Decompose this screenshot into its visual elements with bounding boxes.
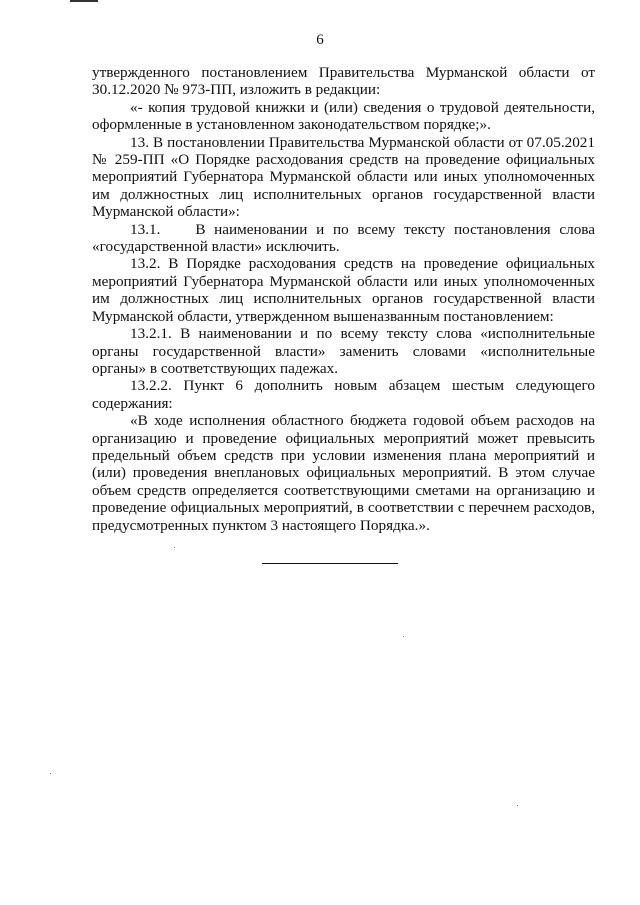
document-body <box>92 64 599 534</box>
end-of-text-rule <box>262 563 398 564</box>
paragraph-item-13: 13. В постановлении Правительства Мурманской области от 07.05.2021 № 259-ПП «О Порядке расходования средств на проведение официальных мероприятий Губернатора Мурманской области или иных уполномоченных им должностных лиц исполнительных органов государственной власти Мурманской области»: <box>92 133 595 221</box>
top-edge-mark <box>70 0 98 2</box>
paragraph-quoted-new-text: «В ходе исполнения областного бюджета годовой объем расходов на организацию и проведение официальных мероприятий может превысить предельный объем средств при условии изменения плана мероприятий и (или) проведения внеплановых официальных мероприятий. В этом случае объем средств определяется соответствующими сметами на организацию и проведение официальных мероприятий, в соответствии с перечнем расходов, предусмотренных пунктом 3 настоящего Порядка.». <box>92 412 595 534</box>
paragraph-item-13-2-1: 13.2.1. В наименовании и по всему тексту слова «исполнительные органы государственной власти» заменить словами «исполнительные органы» в соответствующих падежах. <box>92 325 595 377</box>
paragraph-item-13-1: 13.1. В наименовании и по всему тексту постановления слова «государственной власти» исключить. <box>92 220 599 256</box>
paragraph-item-13-2: 13.2. В Порядке расходования средств на проведение официальных мероприятий Губернатора Мурманской области или иных уполномоченных им должностных лиц исполнительных органов государственной власти Мурманской области, утвержденном вышеназванным постановлением: <box>92 255 595 325</box>
page-number: 6 <box>316 32 324 48</box>
scan-speck <box>517 805 518 806</box>
scan-speck <box>50 773 51 774</box>
paragraph-continuation: утвержденного постановлением Правительства Мурманской области от 30.12.2020 № 973-ПП, изложить в редакции: <box>92 64 595 99</box>
paragraph-item-13-2-2: 13.2.2. Пункт 6 дополнить новым абзацем шестым следующего содержания: <box>92 377 595 412</box>
paragraph-quoted-item: «- копия трудовой книжки и (или) сведения о трудовой деятельности, оформленные в установленном законодательством порядке;». <box>92 98 595 134</box>
scan-speck <box>174 547 175 548</box>
scan-speck <box>403 636 404 637</box>
